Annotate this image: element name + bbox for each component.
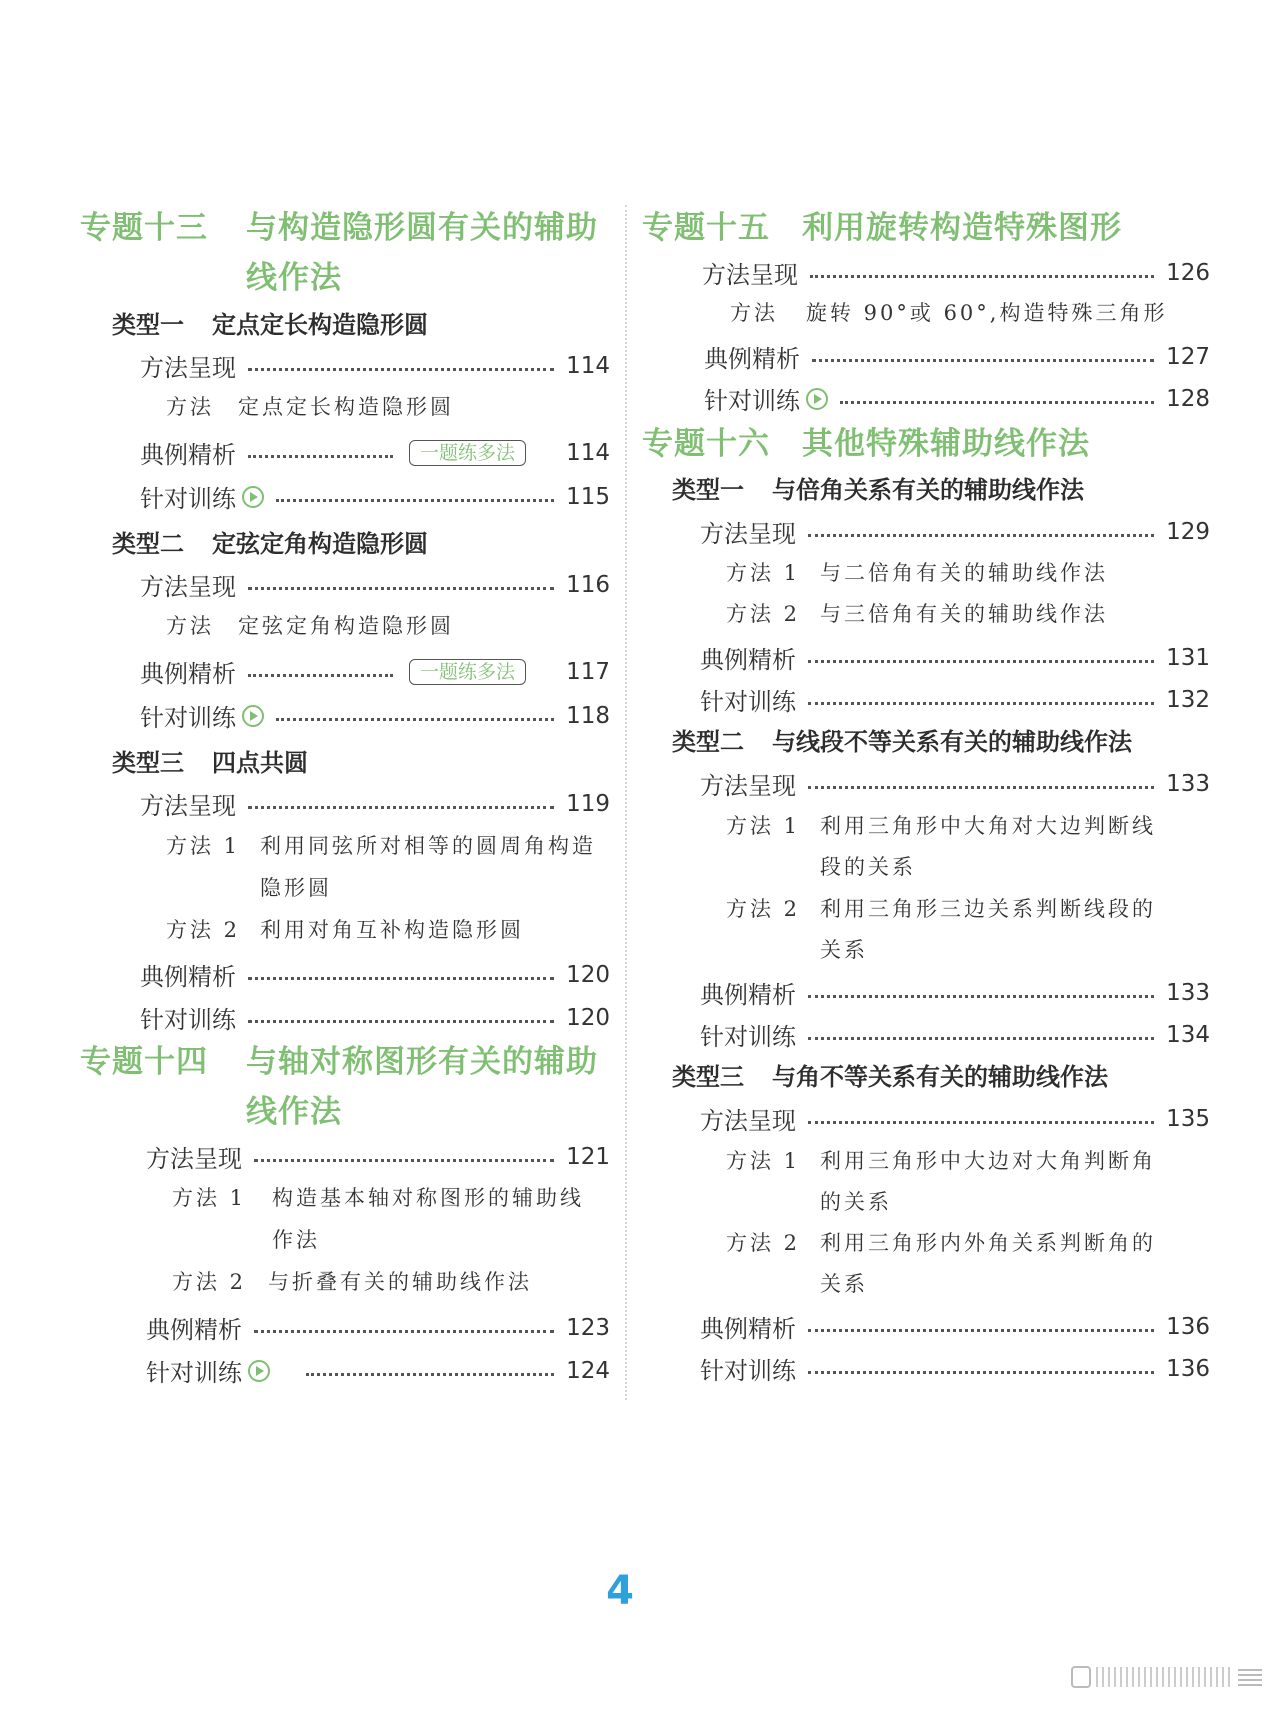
page-ref: 136 xyxy=(1166,1355,1210,1382)
toc-entry[interactable] xyxy=(140,435,610,470)
method-text: 利用同弦所对相等的圆周角构造 xyxy=(260,834,596,858)
type-title: 定弦定角构造隐形圆 xyxy=(212,530,428,558)
leader-dots xyxy=(248,977,554,980)
method-item xyxy=(726,1222,1156,1264)
toc-entry[interactable] xyxy=(700,1351,1210,1386)
page-ref: 114 xyxy=(566,352,610,379)
method-text-cont: 段的关系 xyxy=(820,855,916,879)
entry-label: 典例精析 xyxy=(140,441,236,469)
leader-dots xyxy=(808,786,1154,789)
method-label: 方法 2 xyxy=(726,602,801,626)
play-circle-icon[interactable] xyxy=(242,486,264,508)
page-ref: 135 xyxy=(1166,1105,1210,1132)
method-item xyxy=(172,1177,584,1219)
leader-dots xyxy=(808,1121,1154,1124)
method-text: 定点定长构造隐形圆 xyxy=(238,395,454,419)
leader-dots xyxy=(812,359,1154,362)
toc-entry[interactable] xyxy=(700,640,1210,675)
type-number: 类型二 xyxy=(672,728,744,756)
toc-entry[interactable] xyxy=(700,1309,1210,1344)
topic-15-title: 利用旋转构造特殊图形 xyxy=(802,210,1122,246)
toc-entry[interactable] xyxy=(700,1101,1210,1136)
entry-label: 方法呈现 xyxy=(700,772,796,800)
topic-14-number: 专题十四 xyxy=(80,1044,208,1080)
page-ref: 132 xyxy=(1166,686,1210,713)
toc-entry[interactable] xyxy=(140,1000,610,1035)
toc-entry[interactable] xyxy=(704,339,1210,374)
method-label: 方法 2 xyxy=(172,1270,247,1294)
page-ref: 129 xyxy=(1166,518,1210,545)
entry-label: 针对训练 xyxy=(140,1006,236,1034)
play-circle-icon[interactable] xyxy=(242,705,264,727)
page-ref: 119 xyxy=(566,790,610,817)
play-circle-icon[interactable] xyxy=(806,388,828,410)
entry-label: 方法呈现 xyxy=(140,354,236,382)
topic-13-title: 与构造隐形圆有关的辅助 xyxy=(246,210,598,246)
method-item xyxy=(726,888,1156,930)
entry-label: 针对训练 xyxy=(704,387,800,415)
method-label: 方法 1 xyxy=(726,561,801,585)
toc-entry[interactable] xyxy=(140,654,610,689)
method-item xyxy=(726,593,1108,635)
page-ref: 134 xyxy=(1166,1021,1210,1048)
method-item xyxy=(172,1261,532,1303)
entry-label: 典例精析 xyxy=(700,646,796,674)
corner-watermark-icon xyxy=(1068,1665,1268,1689)
toc-entry[interactable] xyxy=(140,786,610,821)
toc-entry[interactable] xyxy=(140,957,610,992)
entry-label: 典例精析 xyxy=(146,1316,242,1344)
topic-13-number: 专题十三 xyxy=(80,210,208,246)
page-ref: 118 xyxy=(566,702,610,729)
type-title: 定点定长构造隐形圆 xyxy=(212,311,428,339)
leader-dots xyxy=(808,660,1154,663)
type-title: 四点共圆 xyxy=(212,749,308,777)
method-label: 方法 2 xyxy=(726,1231,801,1255)
method-label: 方法 1 xyxy=(166,834,241,858)
method-label: 方法 xyxy=(166,614,214,638)
method-item xyxy=(730,292,1167,334)
method-item xyxy=(166,605,454,647)
method-item xyxy=(726,552,1108,594)
entry-label: 方法呈现 xyxy=(700,520,796,548)
type-1-heading xyxy=(112,305,428,340)
method-label: 方法 1 xyxy=(726,814,801,838)
method-item xyxy=(726,1140,1156,1182)
type-2-heading xyxy=(672,722,1132,757)
toc-entry[interactable] xyxy=(140,567,610,602)
multi-method-badge: 一题练多法 xyxy=(409,440,526,466)
page-ref: 123 xyxy=(566,1314,610,1341)
method-label: 方法 xyxy=(730,301,778,325)
leader-dots xyxy=(808,1371,1154,1374)
leader-dots xyxy=(808,1037,1154,1040)
page-ref: 114 xyxy=(566,439,610,466)
method-text: 与二倍角有关的辅助线作法 xyxy=(820,561,1108,585)
method-item xyxy=(166,386,454,428)
method-text-cont: 关系 xyxy=(820,938,868,962)
toc-entry[interactable] xyxy=(700,682,1210,717)
topic-16-title: 其他特殊辅助线作法 xyxy=(802,426,1090,462)
entry-label: 针对训练 xyxy=(700,1357,796,1385)
type-3-heading xyxy=(672,1057,1108,1092)
method-text: 利用三角形中大边对大角判断角 xyxy=(820,1149,1156,1173)
play-circle-icon[interactable] xyxy=(248,1360,270,1382)
type-title: 与线段不等关系有关的辅助线作法 xyxy=(772,728,1132,756)
topic-14-title: 与轴对称图形有关的辅助 xyxy=(246,1044,598,1080)
page-ref: 126 xyxy=(1166,259,1210,286)
leader-dots xyxy=(248,1020,554,1023)
leader-dots xyxy=(276,718,554,721)
leader-dots xyxy=(248,674,393,677)
method-text: 与三倍角有关的辅助线作法 xyxy=(820,602,1108,626)
page-ref: 136 xyxy=(1166,1313,1210,1340)
leader-dots xyxy=(276,499,554,502)
entry-label: 方法呈现 xyxy=(140,792,236,820)
method-text-cont: 关系 xyxy=(820,1272,868,1296)
leader-dots xyxy=(808,534,1154,537)
method-label: 方法 2 xyxy=(166,918,241,942)
method-text: 与折叠有关的辅助线作法 xyxy=(268,1270,532,1294)
method-label: 方法 2 xyxy=(726,897,801,921)
entry-label: 针对训练 xyxy=(140,704,236,732)
type-number: 类型一 xyxy=(112,311,184,339)
leader-dots xyxy=(248,806,554,809)
method-item xyxy=(166,909,524,951)
method-text: 利用三角形中大角对大边判断线 xyxy=(820,814,1156,838)
entry-label: 典例精析 xyxy=(700,1315,796,1343)
type-title: 与角不等关系有关的辅助线作法 xyxy=(772,1063,1108,1091)
toc-entry[interactable] xyxy=(702,255,1210,290)
entry-label: 针对训练 xyxy=(700,1023,796,1051)
leader-dots xyxy=(306,1373,554,1376)
page-ref: 133 xyxy=(1166,770,1210,797)
method-text: 定弦定角构造隐形圆 xyxy=(238,614,454,638)
type-title: 与倍角关系有关的辅助线作法 xyxy=(772,476,1084,504)
method-item xyxy=(726,805,1156,847)
page-ref: 128 xyxy=(1166,385,1210,412)
entry-label: 针对训练 xyxy=(146,1359,242,1387)
method-item xyxy=(166,825,596,867)
leader-dots xyxy=(808,1329,1154,1332)
type-number: 类型二 xyxy=(112,530,184,558)
leader-dots xyxy=(248,368,554,371)
leader-dots xyxy=(254,1159,554,1162)
entry-label: 方法呈现 xyxy=(140,573,236,601)
type-1-heading xyxy=(672,470,1084,505)
topic-15-number: 专题十五 xyxy=(642,210,770,246)
page-ref: 116 xyxy=(566,571,610,598)
toc-entry[interactable] xyxy=(146,1139,610,1174)
leader-dots xyxy=(248,587,554,590)
entry-label: 方法呈现 xyxy=(146,1145,242,1173)
toc-entry[interactable] xyxy=(700,766,1210,801)
topic-14-title-cont: 线作法 xyxy=(246,1094,342,1130)
type-number: 类型三 xyxy=(672,1063,744,1091)
toc-entry[interactable] xyxy=(700,975,1210,1010)
leader-dots xyxy=(808,702,1154,705)
method-label: 方法 1 xyxy=(172,1186,247,1210)
entry-label: 方法呈现 xyxy=(700,1107,796,1135)
method-label: 方法 1 xyxy=(726,1149,801,1173)
method-text: 构造基本轴对称图形的辅助线 xyxy=(272,1186,584,1210)
topic-13-title-cont: 线作法 xyxy=(246,260,342,296)
page-ref: 127 xyxy=(1166,343,1210,370)
toc-entry[interactable] xyxy=(700,1017,1210,1052)
entry-label: 典例精析 xyxy=(140,660,236,688)
toc-entry[interactable] xyxy=(704,381,1210,416)
toc-entry[interactable] xyxy=(146,1353,610,1388)
page-ref: 120 xyxy=(566,961,610,988)
method-text: 旋转 90°或 60°,构造特殊三角形 xyxy=(806,301,1168,325)
page-ref: 124 xyxy=(566,1357,610,1384)
toc-entry[interactable] xyxy=(146,1310,610,1345)
leader-dots xyxy=(808,995,1154,998)
type-number: 类型一 xyxy=(672,476,744,504)
leader-dots xyxy=(840,401,1154,404)
page-ref: 117 xyxy=(566,658,610,685)
toc-entry[interactable] xyxy=(700,514,1210,549)
method-text: 利用三角形三边关系判断线段的 xyxy=(820,897,1156,921)
method-text: 利用对角互补构造隐形圆 xyxy=(260,918,524,942)
page-ref: 131 xyxy=(1166,644,1210,671)
method-text-cont: 的关系 xyxy=(820,1190,892,1214)
type-number: 类型三 xyxy=(112,749,184,777)
toc-entry[interactable] xyxy=(140,479,610,514)
toc-entry[interactable] xyxy=(140,698,610,733)
entry-label: 典例精析 xyxy=(140,963,236,991)
entry-label: 针对训练 xyxy=(140,485,236,513)
entry-label: 针对训练 xyxy=(700,688,796,716)
method-text: 利用三角形内外角关系判断角的 xyxy=(820,1231,1156,1255)
leader-dots xyxy=(248,455,393,458)
leader-dots xyxy=(254,1330,554,1333)
entry-label: 典例精析 xyxy=(700,981,796,1009)
type-2-heading xyxy=(112,524,428,559)
page-ref: 133 xyxy=(1166,979,1210,1006)
topic-16-number: 专题十六 xyxy=(642,426,770,462)
multi-method-badge: 一题练多法 xyxy=(409,659,526,685)
page-number: 4 xyxy=(606,1568,634,1614)
method-text-cont: 隐形圆 xyxy=(260,876,332,900)
page-ref: 120 xyxy=(566,1004,610,1031)
page-ref: 115 xyxy=(566,483,610,510)
method-label: 方法 xyxy=(166,395,214,419)
toc-entry[interactable] xyxy=(140,348,610,383)
entry-label: 典例精析 xyxy=(704,345,800,373)
leader-dots xyxy=(810,275,1154,278)
page-ref: 121 xyxy=(566,1143,610,1170)
type-3-heading xyxy=(112,743,308,778)
column-divider xyxy=(625,205,627,1400)
entry-label: 方法呈现 xyxy=(702,261,798,289)
method-text-cont: 作法 xyxy=(272,1228,320,1252)
